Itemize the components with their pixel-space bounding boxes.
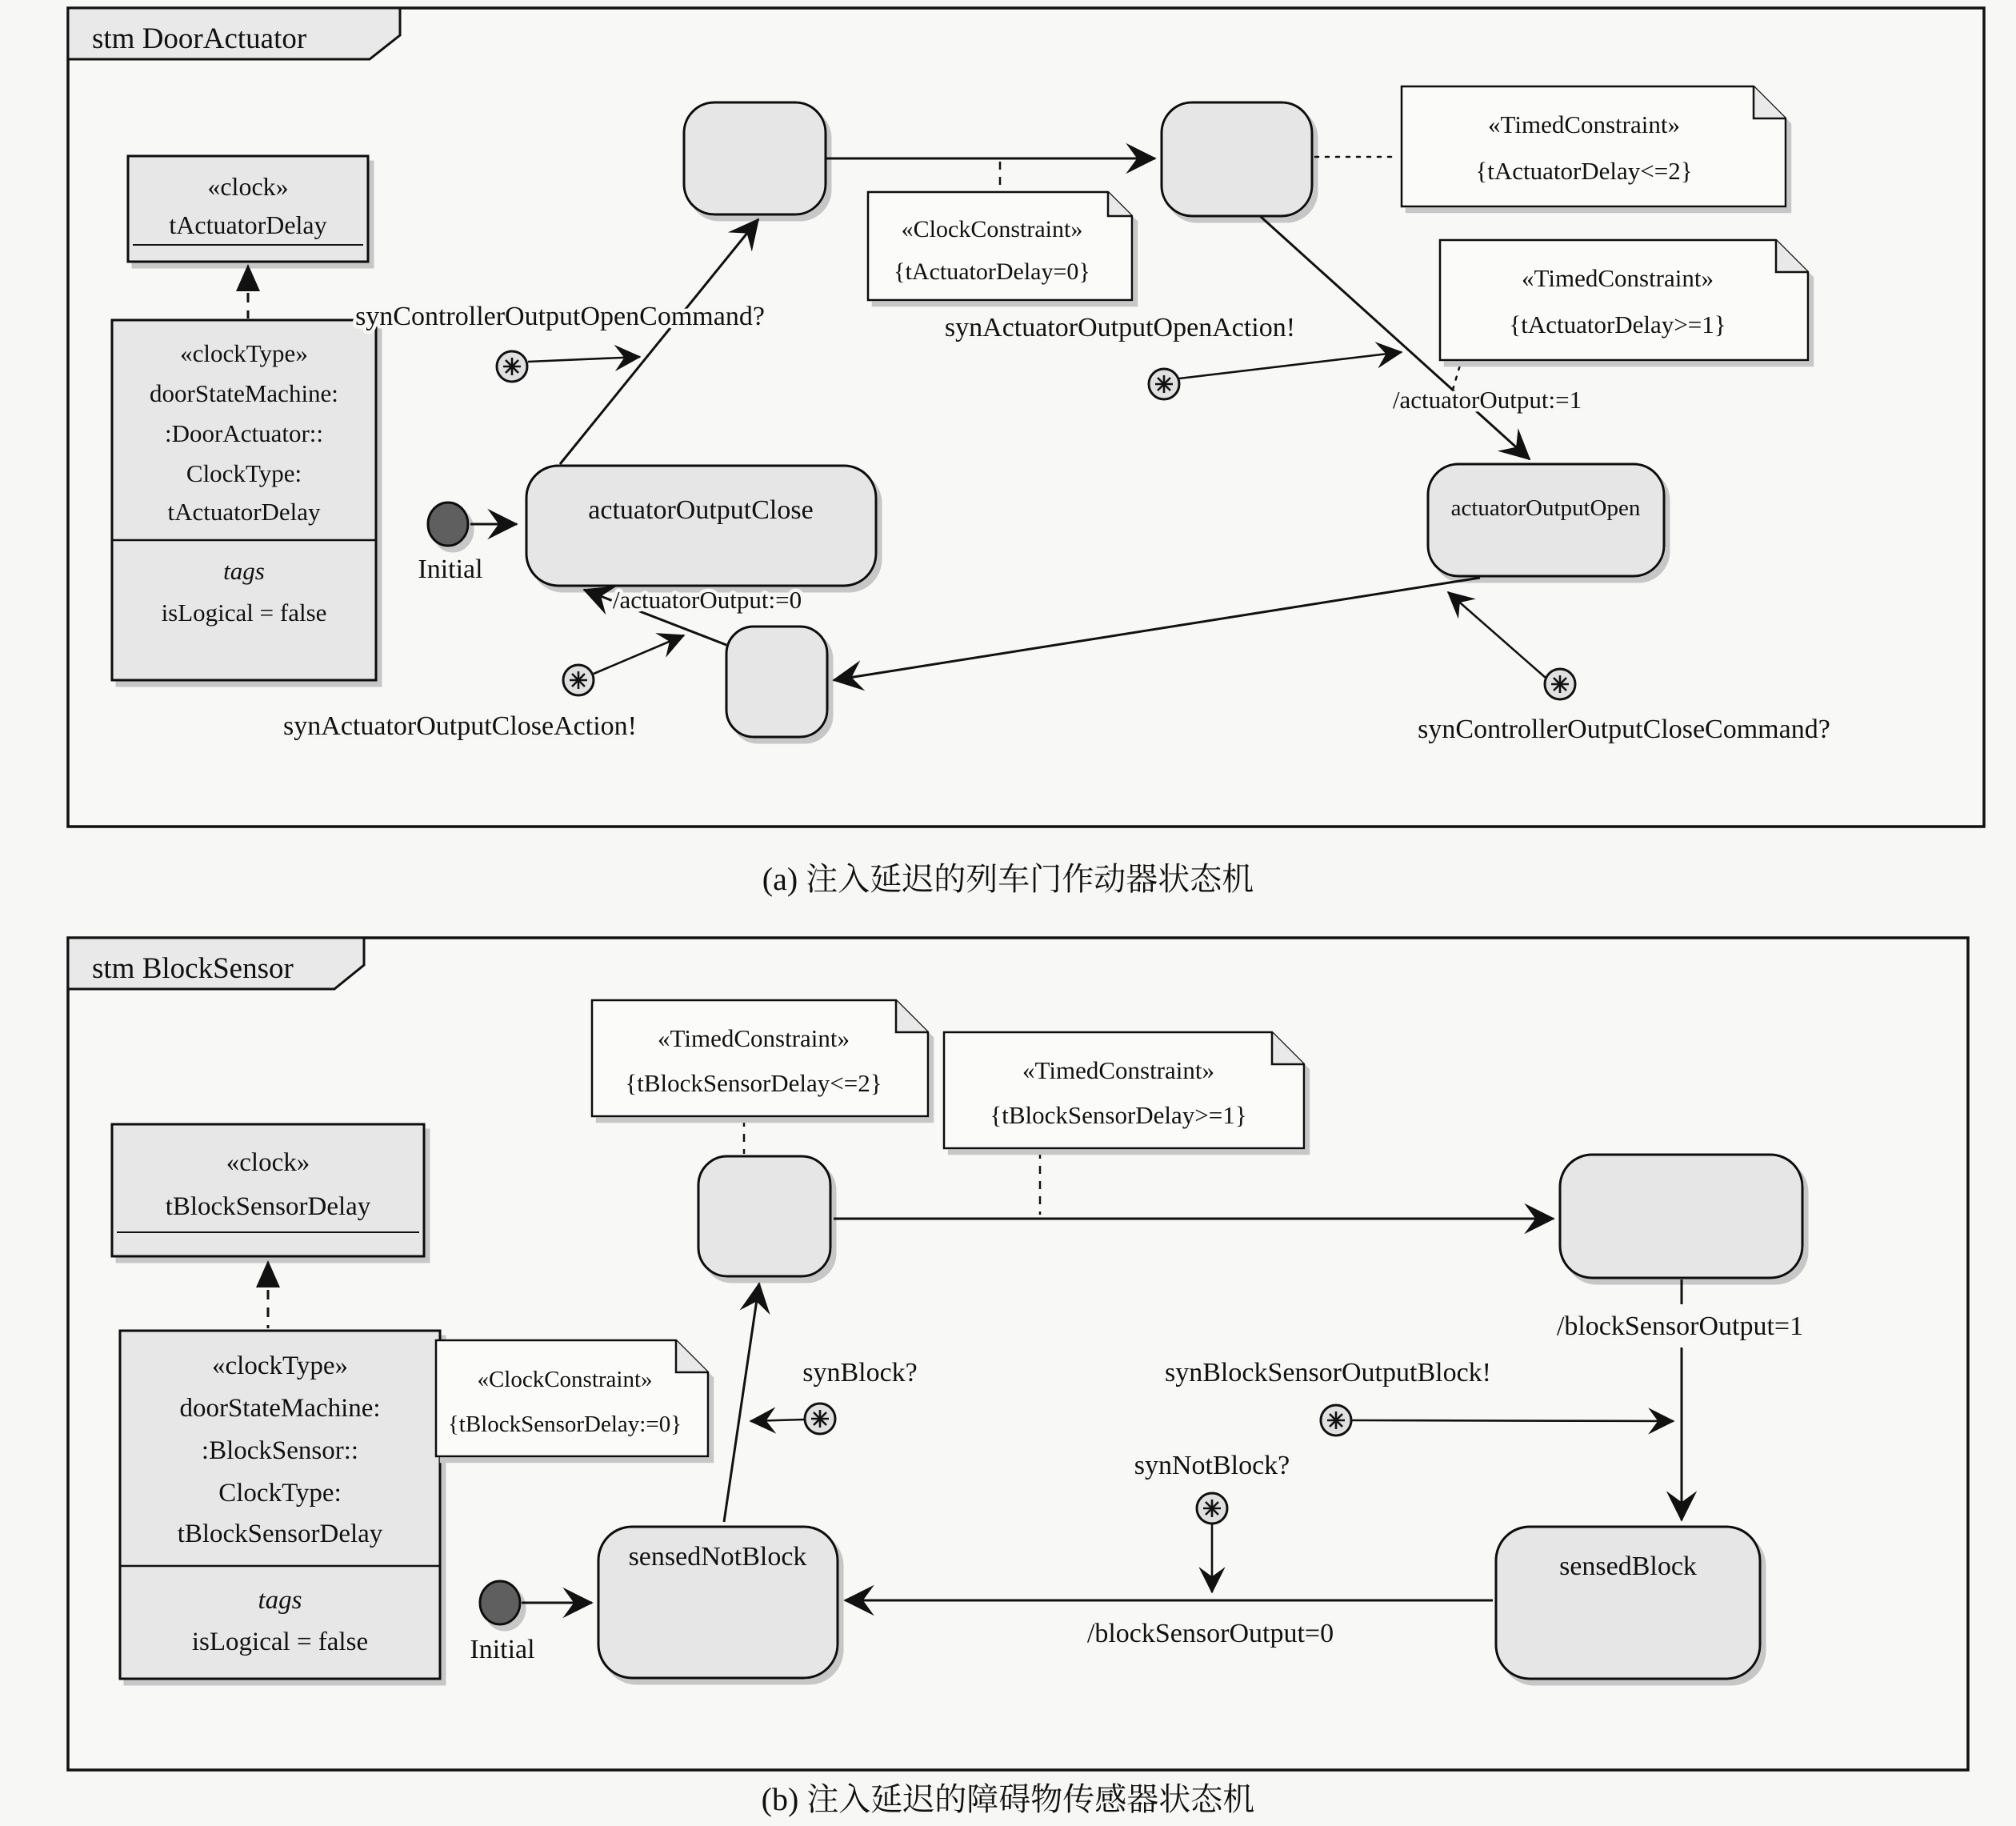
caption-b: (b) 注入延迟的障碍物传感器状态机 — [761, 1781, 1255, 1817]
tags-label: tags — [223, 557, 265, 585]
sync-icon — [1197, 1493, 1227, 1524]
clock-type-line: ClockType: — [218, 1479, 342, 1508]
clock-stereotype: «clock» — [226, 1148, 310, 1177]
clock-type-line: tActuatorDelay — [167, 498, 321, 526]
state-anonymous-left — [698, 1156, 830, 1276]
note-stereotype: «ClockConstraint» — [901, 216, 1083, 242]
caption-a: (a) 注入延迟的列车门作动器状态机 — [762, 861, 1254, 897]
clock-stereotype: «clock» — [207, 172, 289, 201]
state-anonymous-right — [1560, 1155, 1802, 1278]
clock-type-box — [120, 1331, 440, 1679]
sync-pointer — [1352, 1420, 1674, 1421]
state-actuator-output-open — [1428, 464, 1664, 576]
transition-label: synControllerOutputOpenCommand? — [355, 302, 765, 331]
frame-title: stm BlockSensor — [92, 952, 294, 985]
note-constraint: {tBlockSensorDelay:=0} — [447, 1412, 682, 1437]
note-stereotype: «TimedConstraint» — [1488, 110, 1680, 138]
clock-type-line: doorStateMachine: — [179, 1394, 381, 1423]
state-label: actuatorOutputOpen — [1450, 495, 1641, 521]
sync-icon — [1545, 669, 1575, 699]
clock-type-box — [112, 320, 376, 680]
transition-label: synControllerOutputCloseCommand? — [1418, 715, 1830, 744]
transition-label: synActuatorOutputOpenAction! — [944, 313, 1296, 342]
transition-label: /actuatorOutput:=1 — [1392, 386, 1582, 414]
note-constraint: {tBlockSensorDelay<=2} — [625, 1069, 882, 1097]
state-sensed-block — [1496, 1527, 1760, 1679]
state-anonymous-top-left — [684, 102, 826, 214]
state-sensed-not-block — [598, 1527, 838, 1678]
clock-name: tActuatorDelay — [169, 210, 327, 239]
clock-type-stereotype: «clockType» — [180, 339, 308, 367]
sync-icon — [1149, 369, 1179, 399]
clock-name: tBlockSensorDelay — [165, 1192, 371, 1221]
note-constraint: {tBlockSensorDelay>=1} — [990, 1101, 1247, 1129]
state-label: sensedBlock — [1559, 1552, 1697, 1581]
transition-label: synActuatorOutputCloseAction! — [283, 711, 637, 741]
frame-title: stm DoorActuator — [92, 22, 307, 55]
transition-label: /blockSensorOutput=1 — [1556, 1311, 1804, 1341]
state-label: actuatorOutputClose — [588, 495, 814, 525]
transition-label: /blockSensorOutput=0 — [1086, 1619, 1334, 1648]
note-constraint: {tActuatorDelay<=2} — [1475, 157, 1693, 185]
sync-icon — [497, 351, 527, 382]
sync-icon — [1321, 1405, 1351, 1436]
clock-type-stereotype: «clockType» — [212, 1351, 348, 1380]
initial-label: Initial — [470, 1635, 535, 1664]
note-constraint: {tActuatorDelay>=1} — [1509, 310, 1726, 338]
note-stereotype: «TimedConstraint» — [1522, 264, 1714, 292]
clock-box — [128, 156, 368, 262]
transition-label: synBlock? — [802, 1358, 918, 1388]
clock-type-line: :DoorActuator:: — [164, 419, 324, 447]
tag-value: isLogical = false — [191, 1628, 369, 1656]
frame-door-actuator — [68, 8, 1984, 827]
clock-box — [112, 1124, 424, 1256]
note-stereotype: «TimedConstraint» — [658, 1024, 850, 1052]
tags-label: tags — [258, 1586, 302, 1615]
note-stereotype: «ClockConstraint» — [477, 1367, 653, 1392]
note-stereotype: «TimedConstraint» — [1022, 1056, 1214, 1084]
sync-icon — [805, 1404, 835, 1434]
clock-type-line: tBlockSensorDelay — [177, 1520, 383, 1548]
clock-type-line: :BlockSensor:: — [201, 1436, 359, 1465]
sync-icon — [563, 665, 594, 695]
clock-type-line: ClockType: — [186, 459, 302, 487]
frame-block-sensor — [68, 938, 1968, 1770]
transition-label: synNotBlock? — [1134, 1451, 1290, 1480]
tag-value: isLogical = false — [161, 599, 327, 627]
state-label: sensedNotBlock — [628, 1542, 807, 1572]
note-constraint: {tActuatorDelay=0} — [894, 258, 1090, 285]
state-actuator-output-close — [526, 466, 876, 586]
initial-label: Initial — [418, 555, 483, 584]
note-clock-constraint — [436, 1340, 708, 1456]
state-anonymous-bottom — [726, 627, 827, 737]
clock-type-line: doorStateMachine: — [150, 379, 338, 407]
transition-label: synBlockSensorOutputBlock! — [1165, 1358, 1491, 1388]
state-anonymous-top-right — [1162, 102, 1312, 216]
transition-label: /actuatorOutput:=0 — [612, 586, 802, 614]
